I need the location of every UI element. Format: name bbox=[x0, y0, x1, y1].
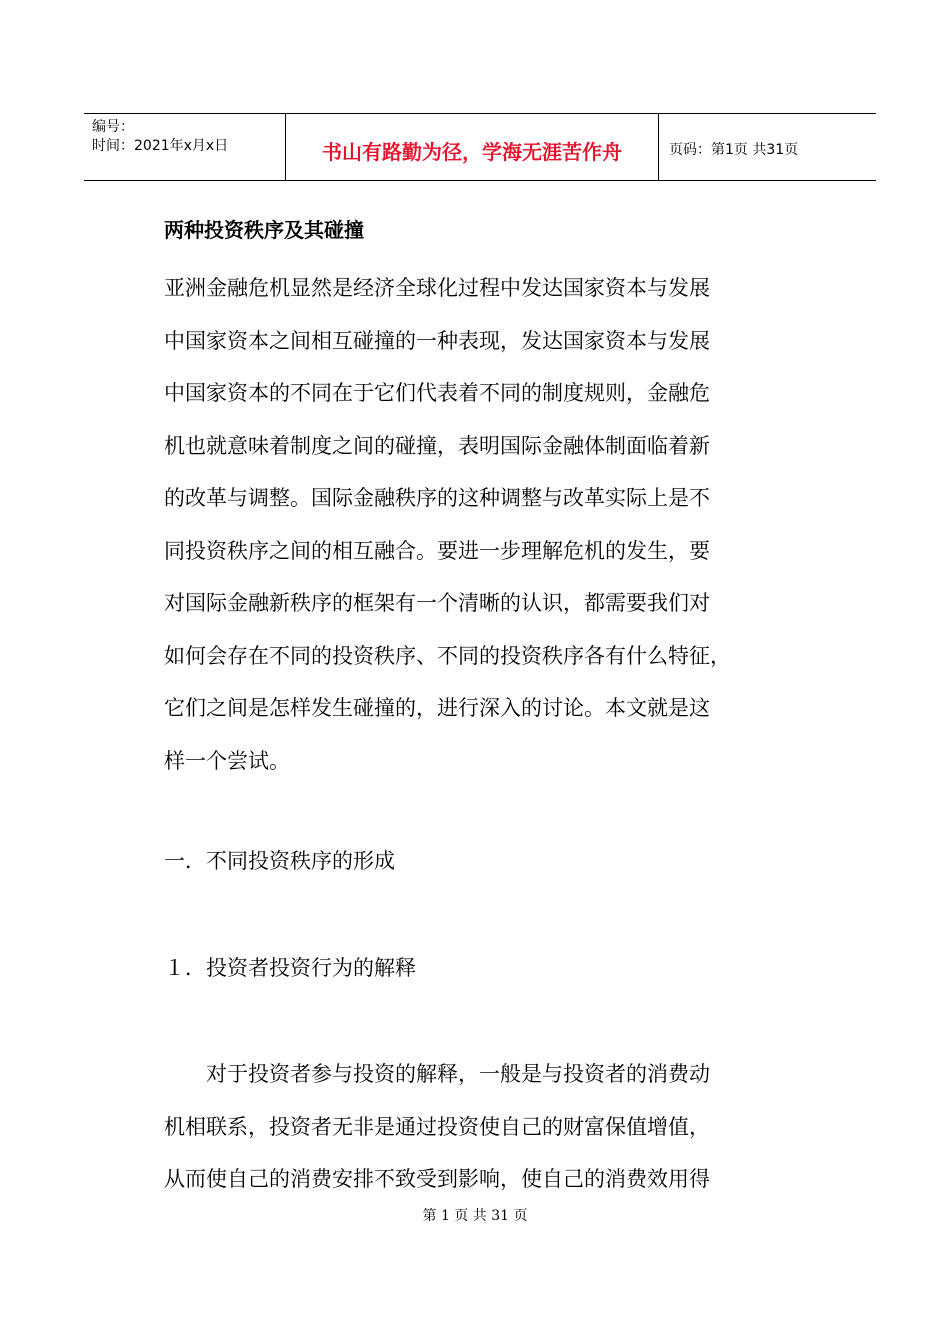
paragraph-line: 机相联系，投资者无非是通过投资使自己的财富保值增值， bbox=[164, 1114, 710, 1139]
motto-cell bbox=[286, 114, 659, 180]
motto-text: 书山有路勤为径，学海无涯苦作舟 bbox=[322, 139, 622, 164]
intro-paragraph bbox=[164, 262, 804, 787]
paragraph-line: 中国家资本的不同在于它们代表着不同的制度规则，金融危 bbox=[164, 381, 710, 405]
paragraph-line: 它们之间是怎样发生碰撞的，进行深入的讨论。本文就是这 bbox=[164, 696, 710, 720]
section-heading: 一．不同投资秩序的形成 bbox=[164, 849, 395, 873]
paragraph-line: 样一个尝试。 bbox=[164, 748, 290, 773]
paragraph-line: 同投资秩序之间的相互融合。要进一步理解危机的发生，要 bbox=[164, 538, 710, 563]
document-body bbox=[164, 218, 804, 787]
footer-page-number: 第 1 页 共 31 页 bbox=[422, 1208, 528, 1224]
header-table bbox=[84, 113, 876, 181]
document-title: 两种投资秩序及其碰撞 bbox=[164, 218, 364, 242]
paragraph-line: 中国家资本之间相互碰撞的一种表现，发达国家资本与发展 bbox=[164, 328, 710, 353]
paragraph-line: 对于投资者参与投资的解释，一般是与投资者的消费动 bbox=[164, 1062, 710, 1086]
page-info-text: 页码：第1页 共31页 bbox=[669, 142, 799, 158]
paragraph-line: 从而使自己的消费安排不致受到影响，使自己的消费效用得 bbox=[164, 1167, 710, 1191]
header-meta-cell bbox=[84, 114, 286, 180]
paragraph-line: 如何会存在不同的投资秩序、不同的投资秩序各有什么特征， bbox=[164, 643, 731, 668]
second-paragraph bbox=[164, 1048, 804, 1206]
page-info-cell bbox=[659, 114, 876, 180]
paragraph-line: 亚洲金融危机显然是经济全球化过程中发达国家资本与发展 bbox=[164, 276, 710, 300]
paragraph-line: 的改革与调整。国际金融秩序的这种调整与改革实际上是不 bbox=[164, 486, 710, 510]
paragraph-line: 机也就意味着制度之间的碰撞，表明国际金融体制面临着新 bbox=[164, 433, 710, 458]
sub-heading: １．投资者投资行为的解释 bbox=[164, 956, 416, 980]
page-footer bbox=[0, 1206, 950, 1226]
number-label: 编号： bbox=[92, 119, 134, 135]
paragraph-line: 对国际金融新秩序的框架有一个清晰的认识，都需要我们对 bbox=[164, 591, 710, 615]
date-label: 时间：2021年x月x日 bbox=[92, 138, 229, 154]
